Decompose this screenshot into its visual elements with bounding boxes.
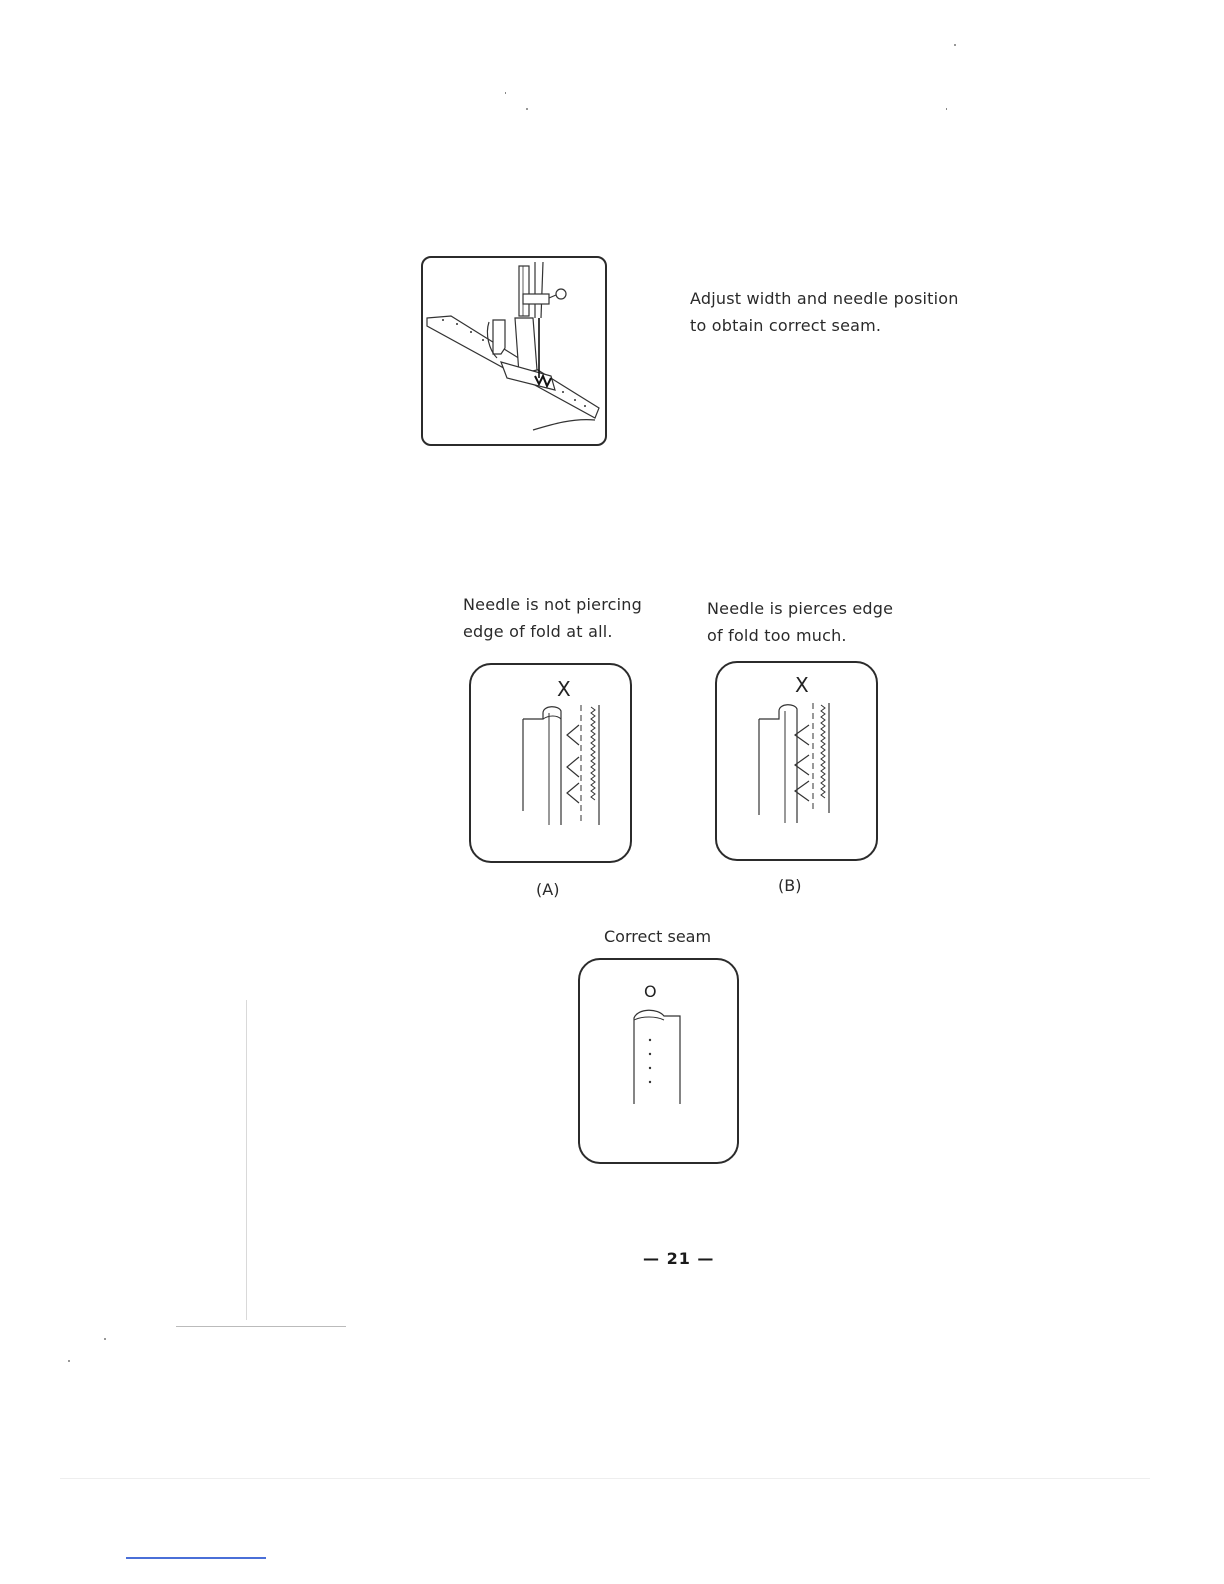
figure-b-mark: X bbox=[795, 673, 809, 697]
figure-b-caption bbox=[707, 595, 937, 649]
figure-a-caption bbox=[463, 591, 693, 645]
scan-edge-line bbox=[176, 1326, 346, 1327]
instruction-text bbox=[690, 285, 990, 339]
scan-speck bbox=[954, 44, 956, 46]
scan-speck bbox=[68, 1360, 70, 1362]
figure-a-panel bbox=[469, 663, 632, 863]
figure-a-mark: X bbox=[557, 677, 571, 701]
figure-a-caption-line-2: edge of fold at all. bbox=[463, 622, 613, 641]
figure-b-label: (B) bbox=[778, 876, 802, 895]
scan-speck bbox=[946, 108, 947, 110]
instruction-line-1: Adjust width and needle position bbox=[690, 289, 959, 308]
fold-seam-a-drawing bbox=[471, 665, 630, 861]
sewing-foot-illustration bbox=[421, 256, 607, 446]
figure-a-caption-line-1: Needle is not piercing bbox=[463, 595, 642, 614]
correct-seam-panel bbox=[578, 958, 739, 1164]
figure-b-panel bbox=[715, 661, 878, 861]
scan-speck bbox=[505, 92, 506, 94]
scan-bottom-edge bbox=[60, 1478, 1150, 1479]
figure-b-caption-line-1: Needle is pierces edge bbox=[707, 599, 894, 618]
scan-speck bbox=[526, 108, 528, 110]
fold-seam-correct-drawing bbox=[580, 960, 737, 1162]
scan-edge-line bbox=[246, 1000, 247, 1320]
figure-b-caption-line-2: of fold too much. bbox=[707, 626, 847, 645]
page-number: — 21 — bbox=[643, 1249, 715, 1268]
figure-a-label: (A) bbox=[536, 880, 560, 899]
correct-seam-mark: O bbox=[644, 982, 657, 1001]
presser-foot-drawing bbox=[423, 258, 605, 444]
scan-speck bbox=[104, 1338, 106, 1340]
instruction-line-2: to obtain correct seam. bbox=[690, 316, 882, 335]
scan-blue-mark bbox=[126, 1557, 266, 1559]
correct-seam-caption: Correct seam bbox=[604, 927, 712, 946]
